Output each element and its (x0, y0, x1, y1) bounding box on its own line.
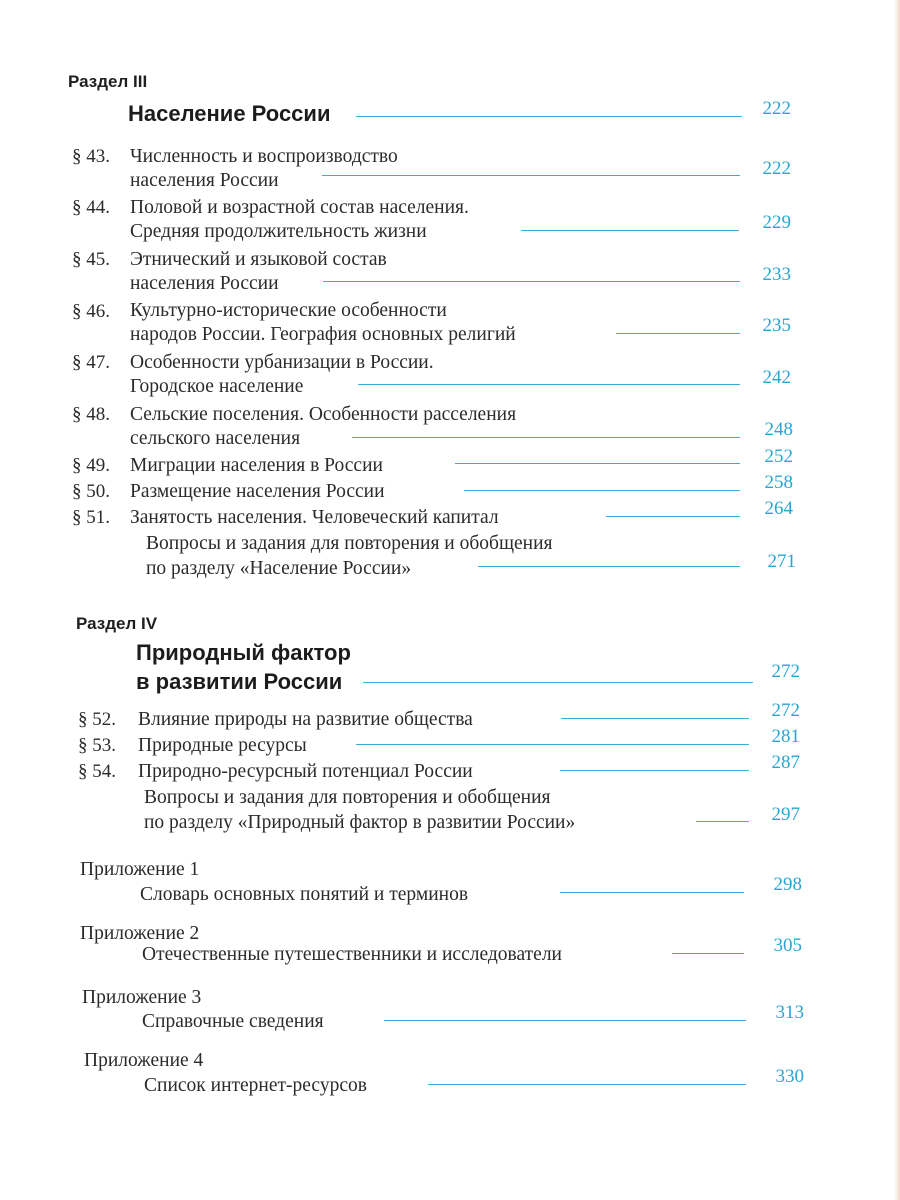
page-number[interactable]: 229 (762, 212, 791, 233)
paragraph-number: § 43. (72, 146, 110, 167)
appendix-label: Приложение 3 (82, 987, 202, 1008)
toc-entry-title[interactable]: Влияние природы на развитие общества (138, 709, 473, 730)
leader-line (356, 744, 749, 745)
paragraph-number: § 48. (72, 404, 110, 425)
leader-line (358, 384, 740, 385)
paragraph-number: § 44. (72, 197, 110, 218)
toc-entry-title[interactable]: Вопросы и задания для повторения и обобщения (144, 787, 551, 808)
page-number[interactable]: 264 (764, 498, 793, 519)
toc-entry-title[interactable]: Природные ресурсы (138, 735, 307, 756)
leader-line (323, 281, 740, 282)
toc-entry-title[interactable]: Половой и возрастной состав населения. (130, 197, 469, 218)
paragraph-number: § 47. (72, 352, 110, 373)
page-number[interactable]: 305 (773, 935, 802, 956)
toc-entry-title[interactable]: Этнический и языковой состав (130, 249, 387, 270)
toc-entry-title[interactable]: Численность и воспроизводство (130, 146, 398, 167)
page-number[interactable]: 298 (773, 874, 802, 895)
toc-entry-title[interactable]: по разделу «Население России» (146, 558, 412, 579)
page-number[interactable]: 271 (767, 551, 796, 572)
page-number[interactable]: 313 (775, 1002, 804, 1023)
page-number[interactable]: 242 (762, 367, 791, 388)
page-edge (894, 0, 900, 1200)
toc-entry-title[interactable]: Размещение населения России (130, 481, 385, 502)
toc-entry-title[interactable]: Средняя продолжительность жизни (130, 221, 427, 242)
leader-line (606, 516, 740, 517)
toc-entry-title[interactable]: Сельские поселения. Особенности расселения (130, 404, 517, 425)
section-title: Природный фактор (136, 640, 351, 665)
appendix-label: Приложение 2 (80, 923, 200, 944)
leader-line (478, 566, 740, 567)
leader-line (672, 953, 744, 954)
leader-line (363, 682, 753, 683)
leader-line (616, 333, 740, 334)
page-number[interactable]: 258 (764, 472, 793, 493)
section-label: Раздел III (68, 72, 148, 91)
toc-entry-title[interactable]: населения России (130, 273, 279, 294)
paragraph-number: § 51. (72, 507, 110, 528)
section-title: Население России (128, 101, 331, 126)
page-number[interactable]: 272 (771, 700, 800, 721)
leader-line (352, 437, 740, 438)
page-number[interactable]: 222 (762, 98, 791, 119)
leader-line (356, 116, 742, 117)
page-number[interactable]: 330 (775, 1066, 804, 1087)
toc-entry-title[interactable]: народов России. География основных религий (130, 324, 516, 345)
toc-entry-title[interactable]: Городское население (130, 376, 304, 397)
appendix-label: Приложение 4 (84, 1050, 204, 1071)
toc-entry-title[interactable]: Занятость населения. Человеческий капитал (130, 507, 499, 528)
appendix-title[interactable]: Список интернет-ресурсов (144, 1075, 367, 1096)
page-number[interactable]: 235 (762, 315, 791, 336)
page-number[interactable]: 287 (771, 752, 800, 773)
toc-entry-title[interactable]: Вопросы и задания для повторения и обобщения (146, 533, 553, 554)
page-number[interactable]: 272 (771, 661, 800, 682)
leader-line (521, 230, 739, 231)
leader-line (464, 490, 740, 491)
leader-line (561, 718, 749, 719)
section-title: в развитии России (136, 669, 343, 694)
toc-entry-title[interactable]: населения России (130, 170, 279, 191)
paragraph-number: § 49. (72, 455, 110, 476)
leader-line (322, 175, 740, 176)
page-number[interactable]: 222 (762, 158, 791, 179)
appendix-label: Приложение 1 (80, 859, 200, 880)
toc-entry-title[interactable]: по разделу «Природный фактор в развитии России» (144, 812, 576, 833)
appendix-title[interactable]: Отечественные путешественники и исследователи (142, 944, 562, 965)
section-label: Раздел IV (76, 614, 158, 633)
appendix-title[interactable]: Справочные сведения (142, 1011, 324, 1032)
leader-line (384, 1020, 746, 1021)
toc-entry-title[interactable]: Природно-ресурсный потенциал России (138, 761, 473, 782)
paragraph-number: § 54. (78, 761, 116, 782)
leader-line (560, 892, 744, 893)
page-number[interactable]: 297 (771, 804, 800, 825)
leader-line (428, 1084, 746, 1085)
leader-line (560, 770, 749, 771)
toc-entry-title[interactable]: Особенности урбанизации в России. (130, 352, 434, 373)
toc-entry-title[interactable]: сельского населения (130, 428, 301, 449)
paragraph-number: § 52. (78, 709, 116, 730)
appendix-title[interactable]: Словарь основных понятий и терминов (140, 884, 469, 905)
paragraph-number: § 50. (72, 481, 110, 502)
page-number[interactable]: 281 (771, 726, 800, 747)
toc-entry-title[interactable]: Миграции населения в России (130, 455, 383, 476)
leader-line (455, 463, 740, 464)
page-number[interactable]: 248 (764, 419, 793, 440)
paragraph-number: § 53. (78, 735, 116, 756)
paragraph-number: § 45. (72, 249, 110, 270)
toc-entry-title[interactable]: Культурно-исторические особенности (130, 300, 447, 321)
paragraph-number: § 46. (72, 301, 110, 322)
page-number[interactable]: 252 (764, 446, 793, 467)
page-number[interactable]: 233 (762, 264, 791, 285)
